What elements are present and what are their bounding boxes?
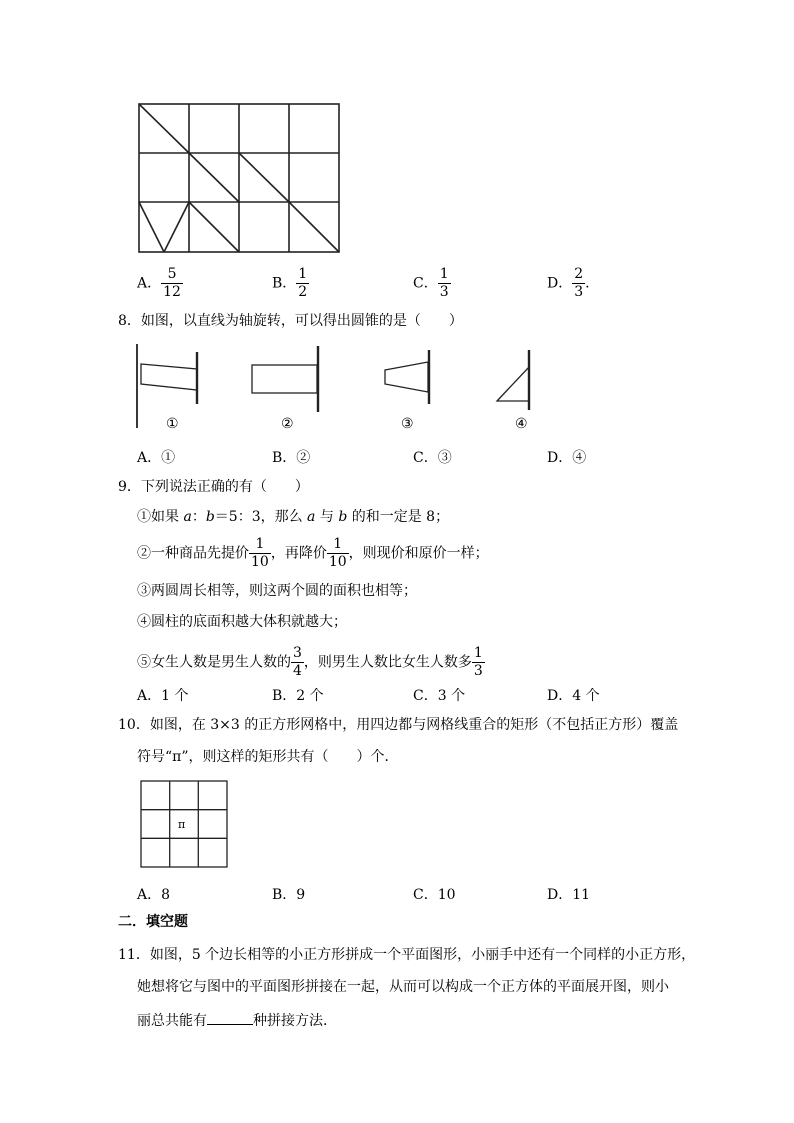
variable-b: b bbox=[205, 509, 215, 525]
q9-option-b[interactable]: B．2 个 bbox=[272, 688, 324, 704]
fraction bbox=[327, 536, 349, 571]
statement-text: 丽总共能有 bbox=[137, 1013, 207, 1029]
statement-text: 的和一定是 8； bbox=[347, 509, 450, 525]
fraction bbox=[161, 266, 183, 301]
q11-line-2: 她想将它与图中的平面图形拼接在一起，从而可以构成一个正方体的平面展开图，则小 bbox=[137, 979, 669, 995]
q9-statement-5 bbox=[137, 645, 485, 680]
variable-a: a bbox=[183, 509, 192, 525]
statement-text: ⑤女生人数是男生人数的 bbox=[137, 654, 291, 671]
option-letter: C． bbox=[413, 275, 438, 292]
q10-option-c[interactable]: C．10 bbox=[413, 887, 456, 903]
q11-line-3 bbox=[137, 1010, 337, 1030]
q7-option-c[interactable] bbox=[413, 266, 451, 301]
fraction bbox=[438, 266, 451, 301]
q9-statement-3: ③两圆周长相等，则这两个圆的面积也相等； bbox=[137, 583, 417, 599]
fraction-denominator: 2 bbox=[298, 284, 308, 300]
fraction bbox=[296, 266, 309, 301]
q10-option-d[interactable]: D．11 bbox=[547, 887, 591, 903]
option-letter: D． bbox=[547, 275, 573, 292]
fraction-numerator: 3 bbox=[293, 645, 302, 661]
q8-figure-label-4: ④ bbox=[515, 416, 528, 432]
statement-text: ，则男生人数比女生人数多 bbox=[303, 654, 472, 671]
q7-option-b[interactable] bbox=[272, 266, 309, 301]
q9-option-c[interactable]: C．3 个 bbox=[413, 688, 466, 704]
fraction-numerator: 1 bbox=[298, 266, 308, 282]
fraction-denominator: 12 bbox=[163, 284, 181, 300]
fraction bbox=[291, 645, 304, 680]
q8-stem: 8．如图，以直线为轴旋转，可以得出圆锥的是（ ） bbox=[118, 313, 463, 329]
q8-figure-label-1: ① bbox=[166, 416, 179, 432]
fraction bbox=[472, 645, 485, 680]
fraction-denominator: 10 bbox=[328, 554, 347, 570]
q7-option-a[interactable] bbox=[137, 266, 183, 301]
q10-stem-line-2: 符号“π”，则这样的矩形共有（ ）个． bbox=[137, 749, 399, 765]
statement-text: ，则现价和原价一样； bbox=[348, 545, 489, 562]
q7-grid-figure bbox=[136, 102, 342, 254]
q8-option-a[interactable]: A．① bbox=[137, 450, 176, 466]
q8-option-b[interactable]: B．② bbox=[272, 450, 311, 466]
statement-text: ，再降价 bbox=[270, 545, 327, 562]
statement-text: ①如果 bbox=[137, 509, 184, 525]
q8-option-c[interactable]: C．③ bbox=[413, 450, 452, 466]
statement-text: ＝5：3，那么 bbox=[214, 509, 308, 525]
q7-option-d[interactable] bbox=[547, 266, 590, 301]
q8-figure-label-2: ② bbox=[281, 416, 294, 432]
variable-b: b bbox=[338, 509, 348, 525]
fraction-numerator: 1 bbox=[473, 645, 483, 661]
fraction-denominator: 4 bbox=[293, 663, 302, 679]
fraction-denominator: 10 bbox=[251, 554, 269, 570]
q9-statement-4: ④圆柱的底面积越大体积就越大； bbox=[137, 614, 347, 630]
statement-text: ： bbox=[191, 509, 206, 525]
q9-statement-2 bbox=[137, 536, 489, 571]
variable-a: a bbox=[307, 509, 316, 525]
q8-option-d[interactable]: D．④ bbox=[547, 450, 587, 466]
statement-text: ②一种商品先提价 bbox=[137, 545, 249, 562]
fraction-numerator: 1 bbox=[327, 536, 349, 554]
q10-option-b[interactable]: B．9 bbox=[272, 887, 306, 903]
fraction bbox=[572, 266, 585, 301]
statement-text: 与 bbox=[315, 509, 339, 525]
q10-pi-symbol: π bbox=[178, 818, 186, 831]
fraction-denominator: 3 bbox=[439, 284, 449, 300]
section-title-fill-in: 二．填空题 bbox=[118, 914, 188, 930]
fraction-numerator: 1 bbox=[249, 536, 271, 554]
q9-option-a[interactable]: A．1 个 bbox=[137, 688, 189, 704]
option-letter: B． bbox=[272, 275, 297, 292]
fraction-numerator: 2 bbox=[574, 266, 584, 282]
q8-figures bbox=[130, 340, 550, 440]
fraction-numerator: 1 bbox=[439, 266, 449, 282]
fraction bbox=[249, 536, 271, 571]
q10-stem-line-1: 10．如图，在 3×3 的正方形网格中，用四边都与网格线重合的矩形（不包括正方形）覆盖 bbox=[118, 717, 679, 733]
fraction-denominator: 3 bbox=[473, 663, 483, 679]
answer-blank[interactable] bbox=[207, 1010, 253, 1025]
q10-option-a[interactable]: A．8 bbox=[137, 887, 171, 903]
option-letter: A． bbox=[137, 275, 162, 292]
fraction-numerator: 5 bbox=[161, 266, 183, 284]
q11-line-1: 11．如图，5 个边长相等的小正方形拼成一个平面图形，小丽手中还有一个同样的小正方形， bbox=[118, 947, 696, 963]
q9-statement-1 bbox=[137, 508, 449, 526]
q8-figure-label-3: ③ bbox=[401, 416, 414, 432]
q9-stem: 9．下列说法正确的有（ ） bbox=[118, 479, 309, 495]
fraction-denominator: 3 bbox=[574, 284, 584, 300]
statement-text: 种拼接方法． bbox=[253, 1013, 337, 1029]
option-suffix: . bbox=[585, 275, 590, 292]
q9-option-d[interactable]: D．4 个 bbox=[547, 688, 600, 704]
